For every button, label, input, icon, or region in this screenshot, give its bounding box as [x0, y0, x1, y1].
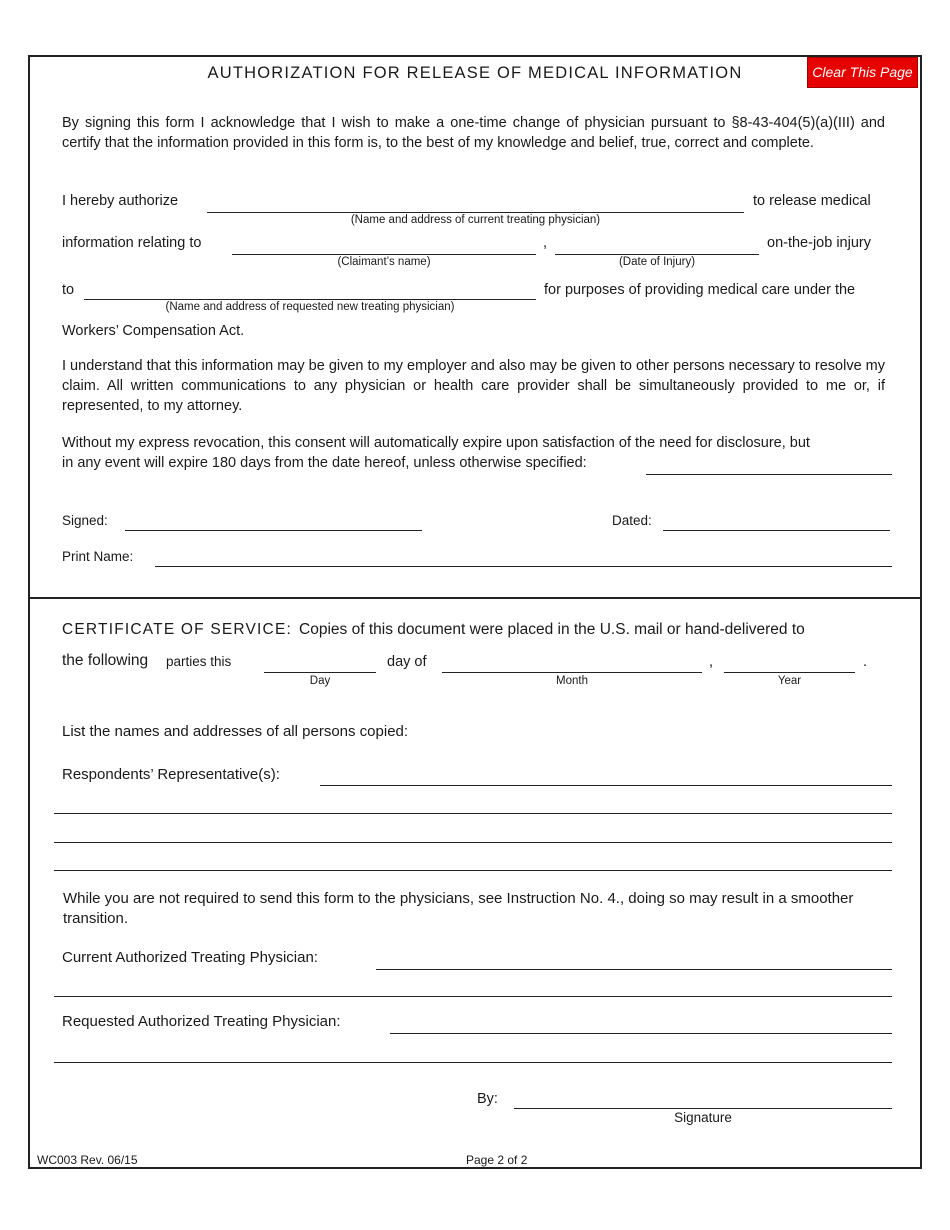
current-atp-line-2 — [54, 996, 892, 997]
service-month-line — [442, 672, 702, 673]
requested-physician-input[interactable] — [84, 280, 536, 300]
requested-atp-line-1 — [390, 1033, 892, 1034]
current-physician-input[interactable] — [207, 192, 744, 212]
by-label: By: — [477, 1091, 498, 1107]
certificate-heading-rest: Copies of this document were placed in the U.S. mail or hand-delivered to — [299, 621, 805, 638]
date-of-injury-input[interactable] — [555, 234, 759, 254]
parties-this-text: parties this — [166, 654, 232, 669]
form-title: AUTHORIZATION FOR RELEASE OF MEDICAL INFORMATION — [207, 64, 743, 82]
respondents-line-2 — [54, 813, 892, 814]
signed-input[interactable] — [125, 510, 422, 530]
requested-physician-label: (Name and address of requested new treating physician) — [165, 301, 455, 313]
clear-page-button[interactable]: Clear This Page — [807, 57, 918, 88]
respondents-line-4 — [54, 870, 892, 871]
signature-input[interactable] — [514, 1088, 892, 1108]
expiry-specified-line — [646, 474, 892, 475]
service-year-line — [724, 672, 855, 673]
dated-line — [663, 530, 890, 531]
comma: , — [543, 235, 548, 251]
dated-input[interactable] — [663, 510, 890, 530]
signature-label: Signature — [674, 1110, 732, 1125]
current-atp-input-2[interactable] — [54, 976, 892, 996]
current-atp-line-1 — [376, 969, 892, 970]
respondents-input-3[interactable] — [54, 822, 892, 842]
day-label: Day — [309, 675, 331, 687]
service-year-input[interactable] — [724, 653, 855, 673]
service-month-input[interactable] — [442, 653, 702, 673]
certificate-heading: CERTIFICATE OF SERVICE: — [62, 621, 292, 638]
requested-atp-input-1[interactable] — [390, 1013, 892, 1033]
page-number: Page 2 of 2 — [466, 1153, 528, 1167]
respondents-line-1 — [320, 785, 892, 786]
current-physician-label: (Name and address of current treating physician) — [350, 214, 601, 226]
claimant-name-label: (Claimant’s name) — [337, 256, 431, 268]
dated-label: Dated: — [612, 513, 652, 528]
wc-act-text: Workers’ Compensation Act. — [62, 323, 245, 339]
authorize-prefix: I hereby authorize — [62, 193, 179, 209]
info-relating-text: information relating to — [62, 235, 202, 251]
print-name-line — [155, 566, 892, 567]
month-label: Month — [556, 675, 588, 687]
claimant-name-input[interactable] — [232, 234, 536, 254]
current-atp-label: Current Authorized Treating Physician: — [62, 949, 318, 966]
respondents-input-1[interactable] — [320, 765, 892, 785]
understand-paragraph: I understand that this information may be given to my employer and also may be given to other persons necessary to resolve my claim. All written communications to any physician or health care provider shall be simultaneously provided to me or, if represented, to my attorney. — [62, 358, 885, 414]
physicians-note: While you are not required to send this form to the physicians, see Instruction No. 4., doing so may result in a smoother transition. — [63, 890, 854, 927]
signed-label: Signed: — [62, 513, 108, 528]
year-label: Year — [777, 675, 802, 687]
respondents-label: Respondents’ Representative(s): — [62, 766, 280, 783]
requested-atp-input-2[interactable] — [54, 1042, 892, 1062]
requested-atp-label: Requested Authorized Treating Physician: — [62, 1013, 341, 1030]
authorize-suffix: to release medical — [753, 193, 871, 209]
on-the-job-text: on-the-job injury — [767, 235, 871, 251]
expiry-specified-input[interactable] — [646, 454, 892, 474]
date-of-injury-label: (Date of Injury) — [618, 256, 696, 268]
current-atp-input-1[interactable] — [376, 949, 892, 969]
signed-line — [125, 530, 422, 531]
purposes-text: for purposes of providing medical care under the — [544, 282, 856, 298]
day-of-text: day of — [387, 654, 427, 670]
service-day-input[interactable] — [264, 653, 376, 673]
respondents-input-2[interactable] — [54, 793, 892, 813]
service-period: . — [863, 654, 868, 670]
respondents-line-3 — [54, 842, 892, 843]
print-name-label: Print Name: — [62, 549, 134, 564]
revocation-line-1: Without my express revocation, this consent will automatically expire upon satisfaction of the need for disclosure, but — [62, 435, 810, 451]
revocation-line-2: in any event will expire 180 days from the date hereof, unless otherwise specified: — [62, 455, 587, 471]
form-number: WC003 Rev. 06/15 — [37, 1153, 138, 1167]
requested-atp-line-2 — [54, 1062, 892, 1063]
following-text: the following — [62, 652, 149, 669]
certificate-heading-row — [62, 620, 805, 640]
respondents-input-4[interactable] — [54, 850, 892, 870]
to-text: to — [62, 282, 75, 298]
service-comma: , — [709, 654, 714, 670]
section-divider — [28, 597, 922, 599]
print-name-input[interactable] — [155, 546, 892, 566]
intro-paragraph: By signing this form I acknowledge that I wish to make a one-time change of physician pursuant to §8-43-404(5)(a)(III) and certify that the information provided in this form is, to the best of my knowledge and belief, true, correct and complete. — [62, 115, 885, 151]
list-names-text: List the names and addresses of all persons copied: — [62, 723, 409, 740]
service-day-line — [264, 672, 376, 673]
